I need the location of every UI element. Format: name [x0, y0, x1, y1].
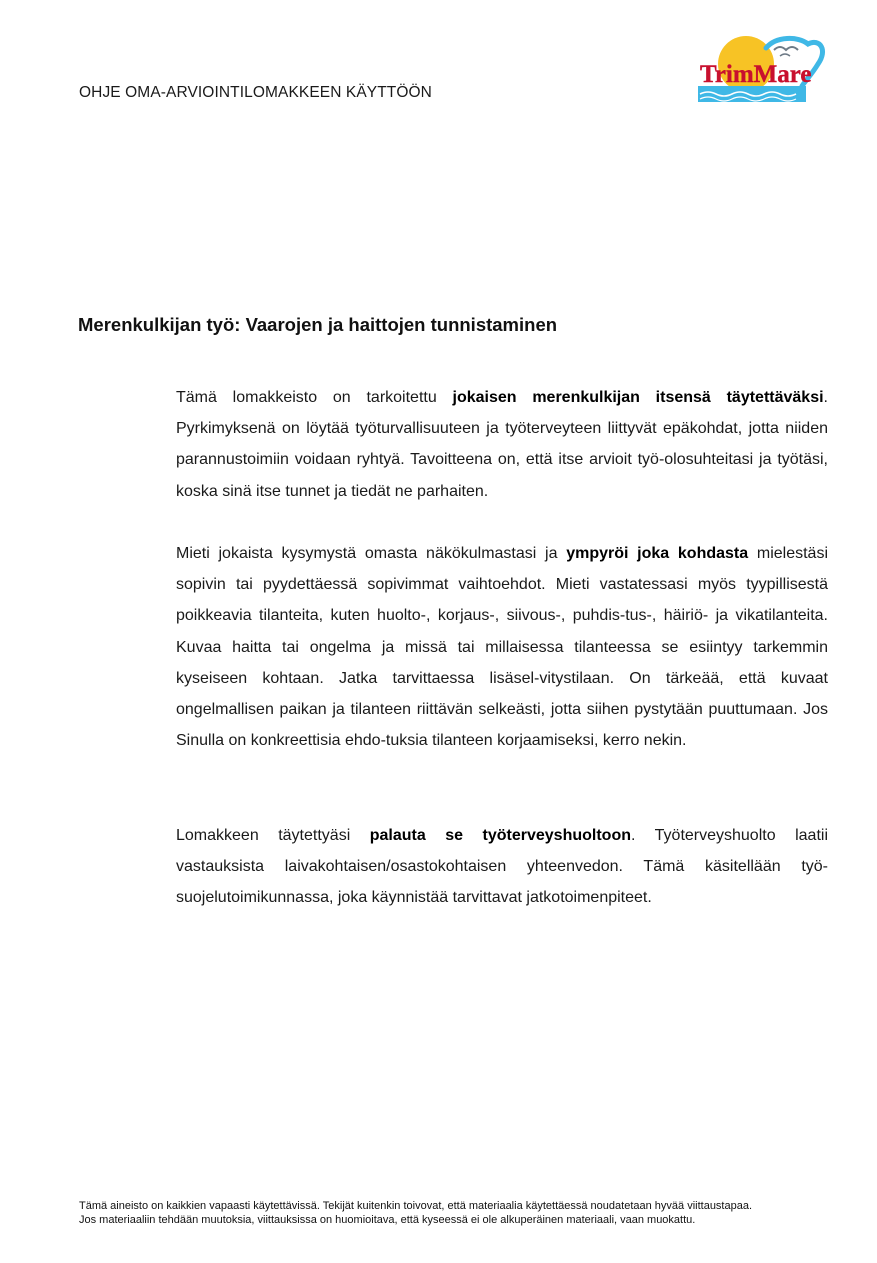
- logo-text: TrimMare: [700, 61, 812, 88]
- paragraph-text: . Työterveyshuolto laatii vastauksista laivakohtaisen/osastokohtaisen yhteenvedon. Tämä käsitellään työ-suojelutoimikunnassa, joka käynnistää tarvittavat jatkotoimenpiteet.: [176, 827, 828, 907]
- instruction-paragraph-2: [176, 538, 828, 756]
- footer-line-1: Tämä aineisto on kaikkien vapaasti käytettävissä. Tekijät kuitenkin toivovat, että materiaalia käytettäessä noudatetaan hyvää viittaustapaa.: [79, 1200, 753, 1212]
- paragraph-text: Lomakkeen täytettyäsi: [176, 827, 370, 844]
- footer-line-2: Jos materiaaliin tehdään muutoksia, viittauksissa on huomioitava, että kyseessä ei ole alkuperäinen materiaali, vaan muokattu.: [79, 1214, 696, 1226]
- document-header-title: OHJE OMA-ARVIOINTILOMAKKEEN KÄYTTÖÖN: [79, 84, 432, 101]
- seagull-icon: [774, 47, 798, 50]
- instruction-paragraph-1: [176, 382, 828, 507]
- emphasis-text: jokaisen merenkulkijan itsensä täytettäväksi: [452, 389, 824, 406]
- footer-notice: [79, 1199, 839, 1227]
- page-title: Merenkulkijan työ: Vaarojen ja haittojen tunnistaminen: [78, 314, 558, 335]
- emphasis-text: ympyröi joka kohdasta: [566, 545, 749, 562]
- paragraph-text: Mieti jokaista kysymystä omasta näkökulmastasi ja: [176, 545, 567, 562]
- paragraph-text: Tämä lomakkeisto on tarkoitettu: [176, 389, 453, 406]
- emphasis-text: palauta se työterveyshuoltoon: [369, 827, 631, 844]
- paragraph-text: . Pyrkimyksenä on löytää työturvallisuuteen ja työterveyteen liittyvät epäkohdat, jotta niiden parannustoimiin voidaan ryhtyä. Tavoitteena on, että itse arvioit työ-olosuhteitasi ja työtäsi, koska sinä itse tunnet ja tiedät ne parhaiten.: [176, 389, 828, 500]
- trimmare-logo: [696, 34, 828, 104]
- paragraph-text: mielestäsi sopivin tai pyydettäessä sopivimmat vaihtoehdot. Mieti vastatessasi myös tyypillisestä poikkeavia tilanteita, kuten huolto-, korjaus-, siivous-, puhdis-tus-, häiriö- ja vikatilanteita. Kuvaa haitta tai ongelma ja missä tai millaisessa tilanteessa se esiintyy tarkemmin kyseiseen kohtaan. Jatka tarvittaessa lisäsel-vitystilaan. On tärkeää, että kuvaat ongelmallisen paikan ja tilanteen riittävän selkeästi, jotta siihen pystytään puuttumaan. Jos Sinulla on konkreettisia ehdo-tuksia tilanteen korjaamiseksi, kerro nekin.: [176, 545, 829, 750]
- instruction-paragraph-3: [176, 820, 828, 914]
